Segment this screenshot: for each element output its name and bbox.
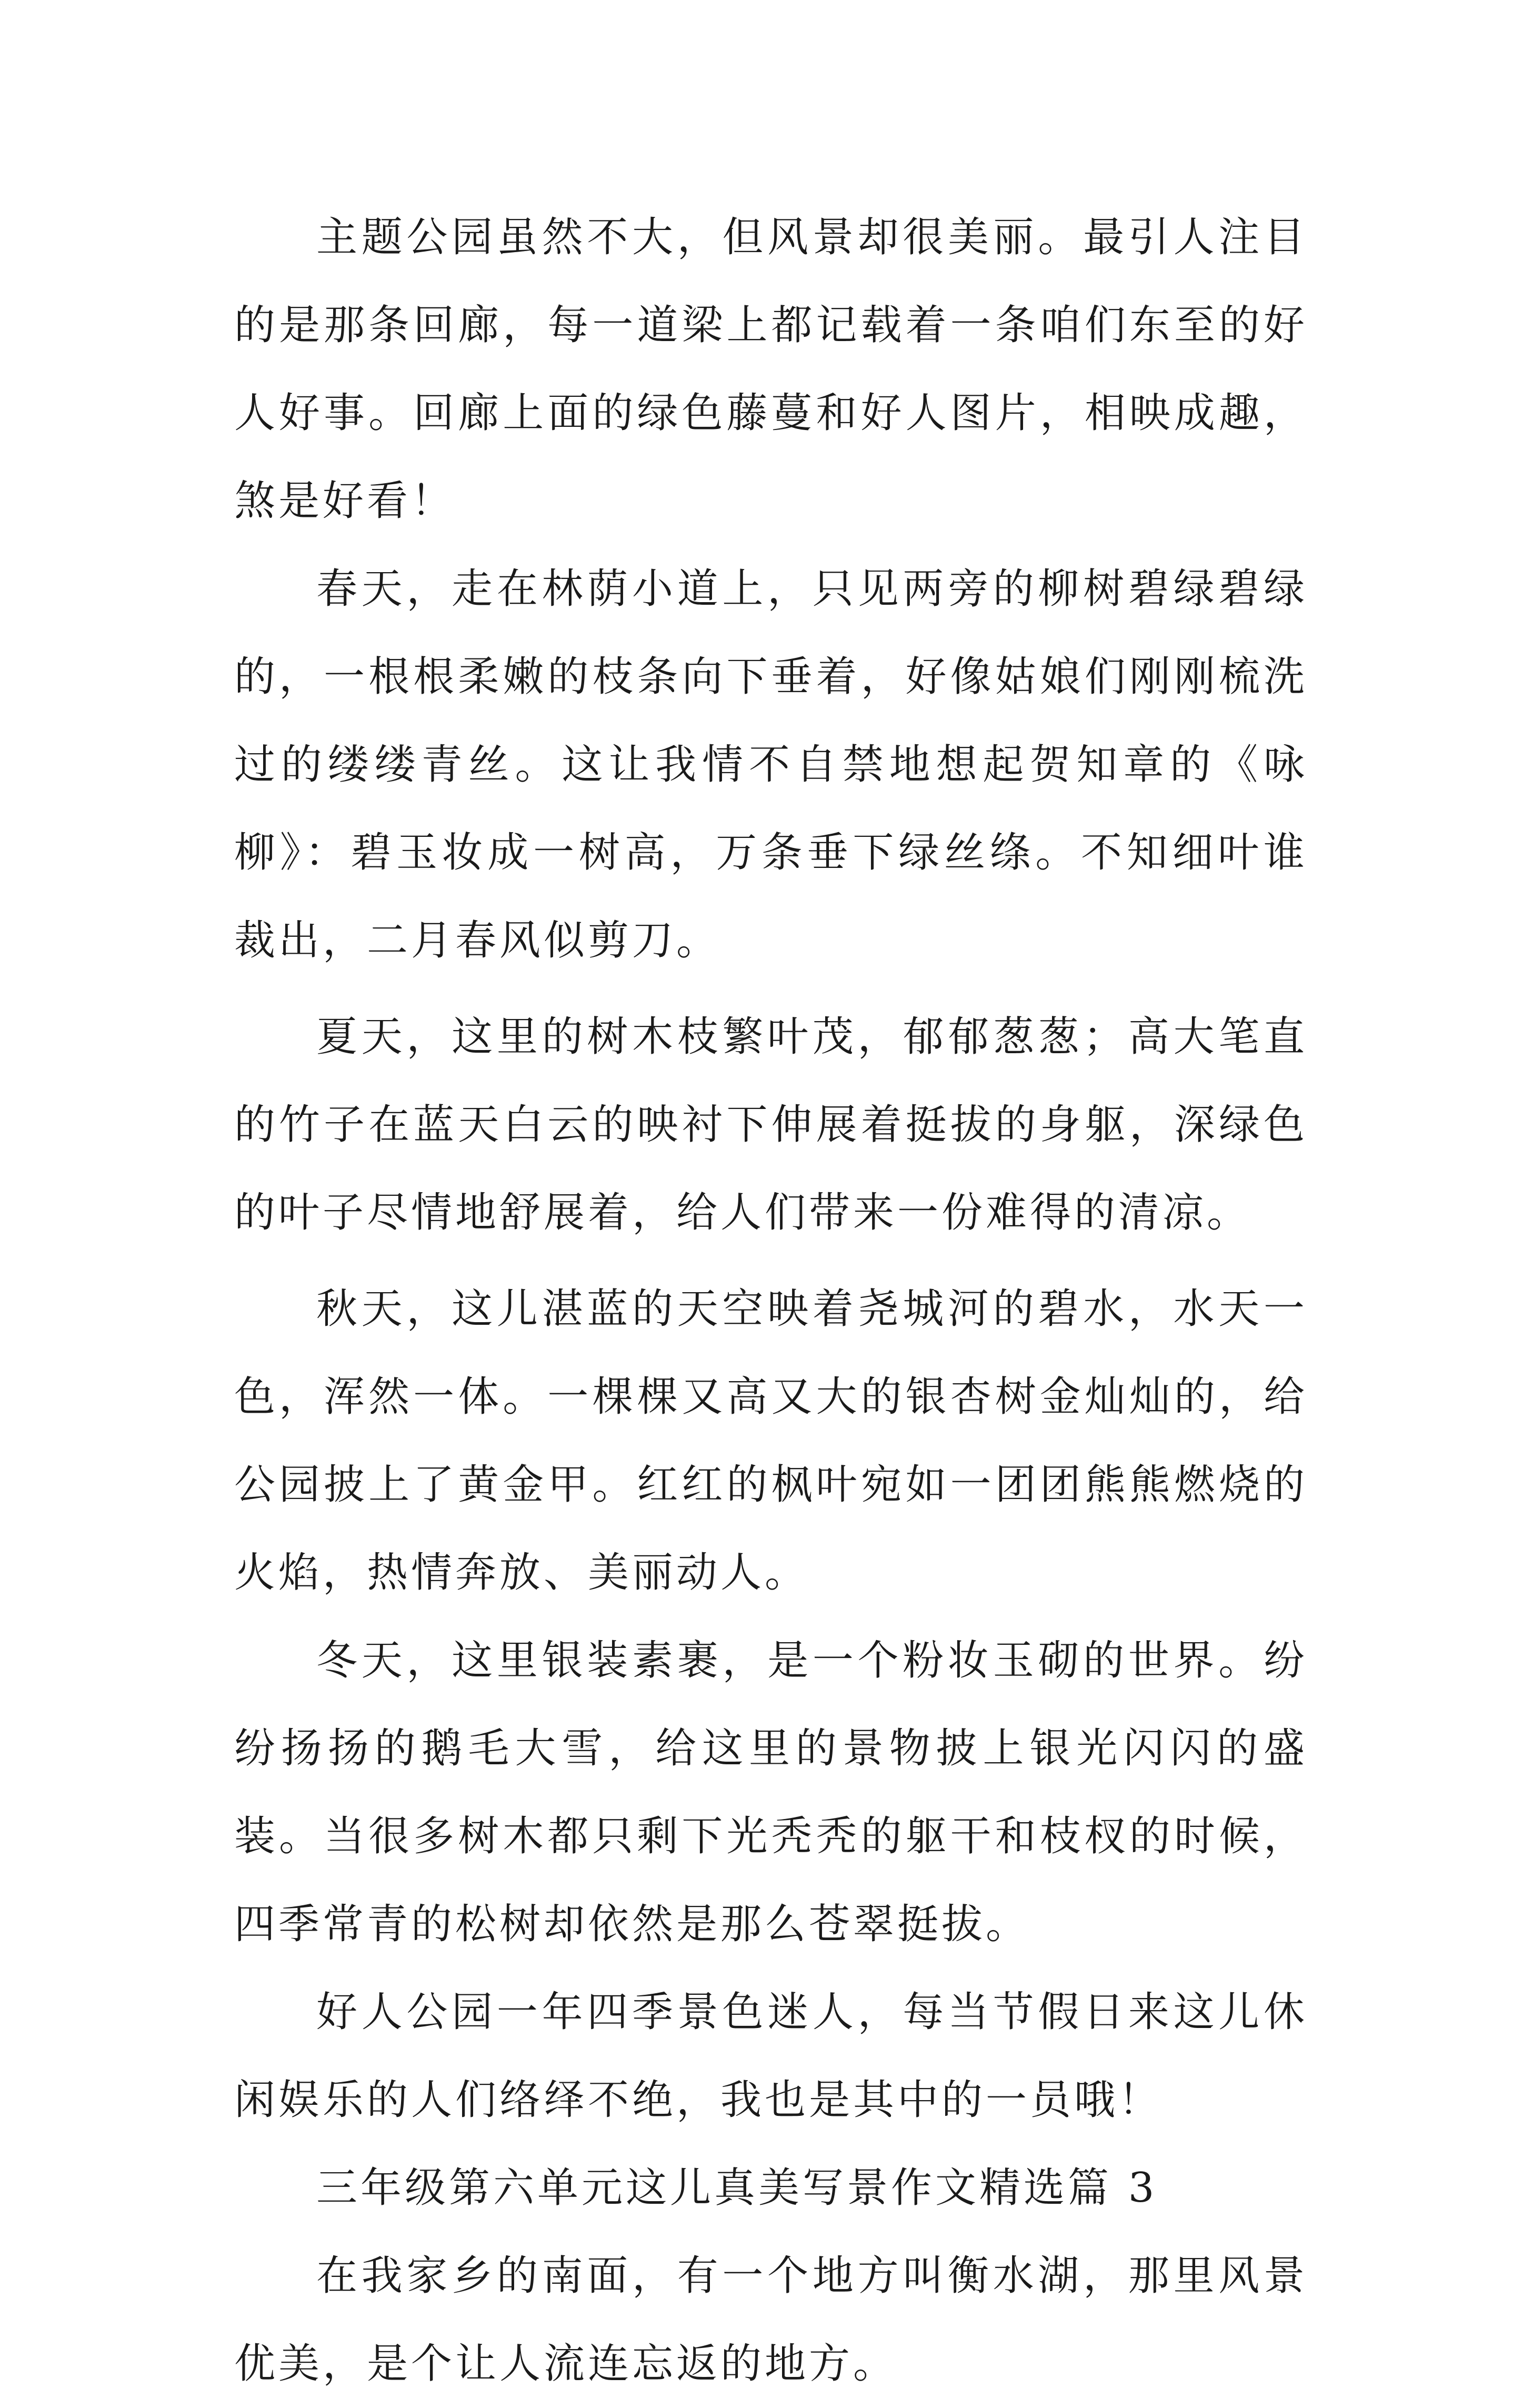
section-heading: 三年级第六单元这儿真美写景作文精选篇 3 [316, 2164, 1158, 2212]
paragraph-hengshui-lake: 在我家乡的南面，有一个地方叫衡水湖，那里风景优美，是个让人流连忘返的地方。 [234, 2252, 1308, 2387]
paragraph-spring: 春天，走在林荫小道上，只见两旁的柳树碧绿碧绿的，一根根柔嫩的枝条向下垂着，好像姑娘们刚刚梳洗过的缕缕青丝。这让我情不自禁地想起贺知章的《咏柳》：碧玉妆成一树高，万条垂下绿丝绦。不知细叶谁裁出，二月春风似剪刀。 [234, 565, 1308, 964]
paragraph-conclusion: 好人公园一年四季景色迷人，每当节假日来这儿休闲娱乐的人们络绎不绝，我也是其中的一员哦！ [234, 1989, 1308, 2124]
paragraph-autumn: 秋天，这儿湛蓝的天空映着尧城河的碧水，水天一色，浑然一体。一棵棵又高又大的银杏树金灿灿的，给公园披上了黄金甲。红红的枫叶宛如一团团熊熊燃烧的火焰，热情奔放、美丽动人。 [234, 1285, 1308, 1596]
paragraph-summer: 夏天，这里的树木枝繁叶茂，郁郁葱葱；高大笔直的竹子在蓝天白云的映衬下伸展着挺拔的身躯，深绿色的叶子尽情地舒展着，给人们带来一份难得的清凉。 [234, 1013, 1308, 1236]
paragraph-theme-park: 主题公园虽然不大，但风景却很美丽。最引人注目的是那条回廊，每一道梁上都记载着一条咱们东至的好人好事。回廊上面的绿色藤蔓和好人图片，相映成趣，煞是好看！ [234, 214, 1308, 525]
paragraph-winter: 冬天，这里银装素裹，是一个粉妆玉砌的世界。纷纷扬扬的鹅毛大雪，给这里的景物披上银光闪闪的盛装。当很多树木都只剩下光秃秃的躯干和枝杈的时候，四季常青的松树却依然是那么苍翠挺拔。 [234, 1637, 1308, 1948]
document-body [234, 194, 1308, 2408]
